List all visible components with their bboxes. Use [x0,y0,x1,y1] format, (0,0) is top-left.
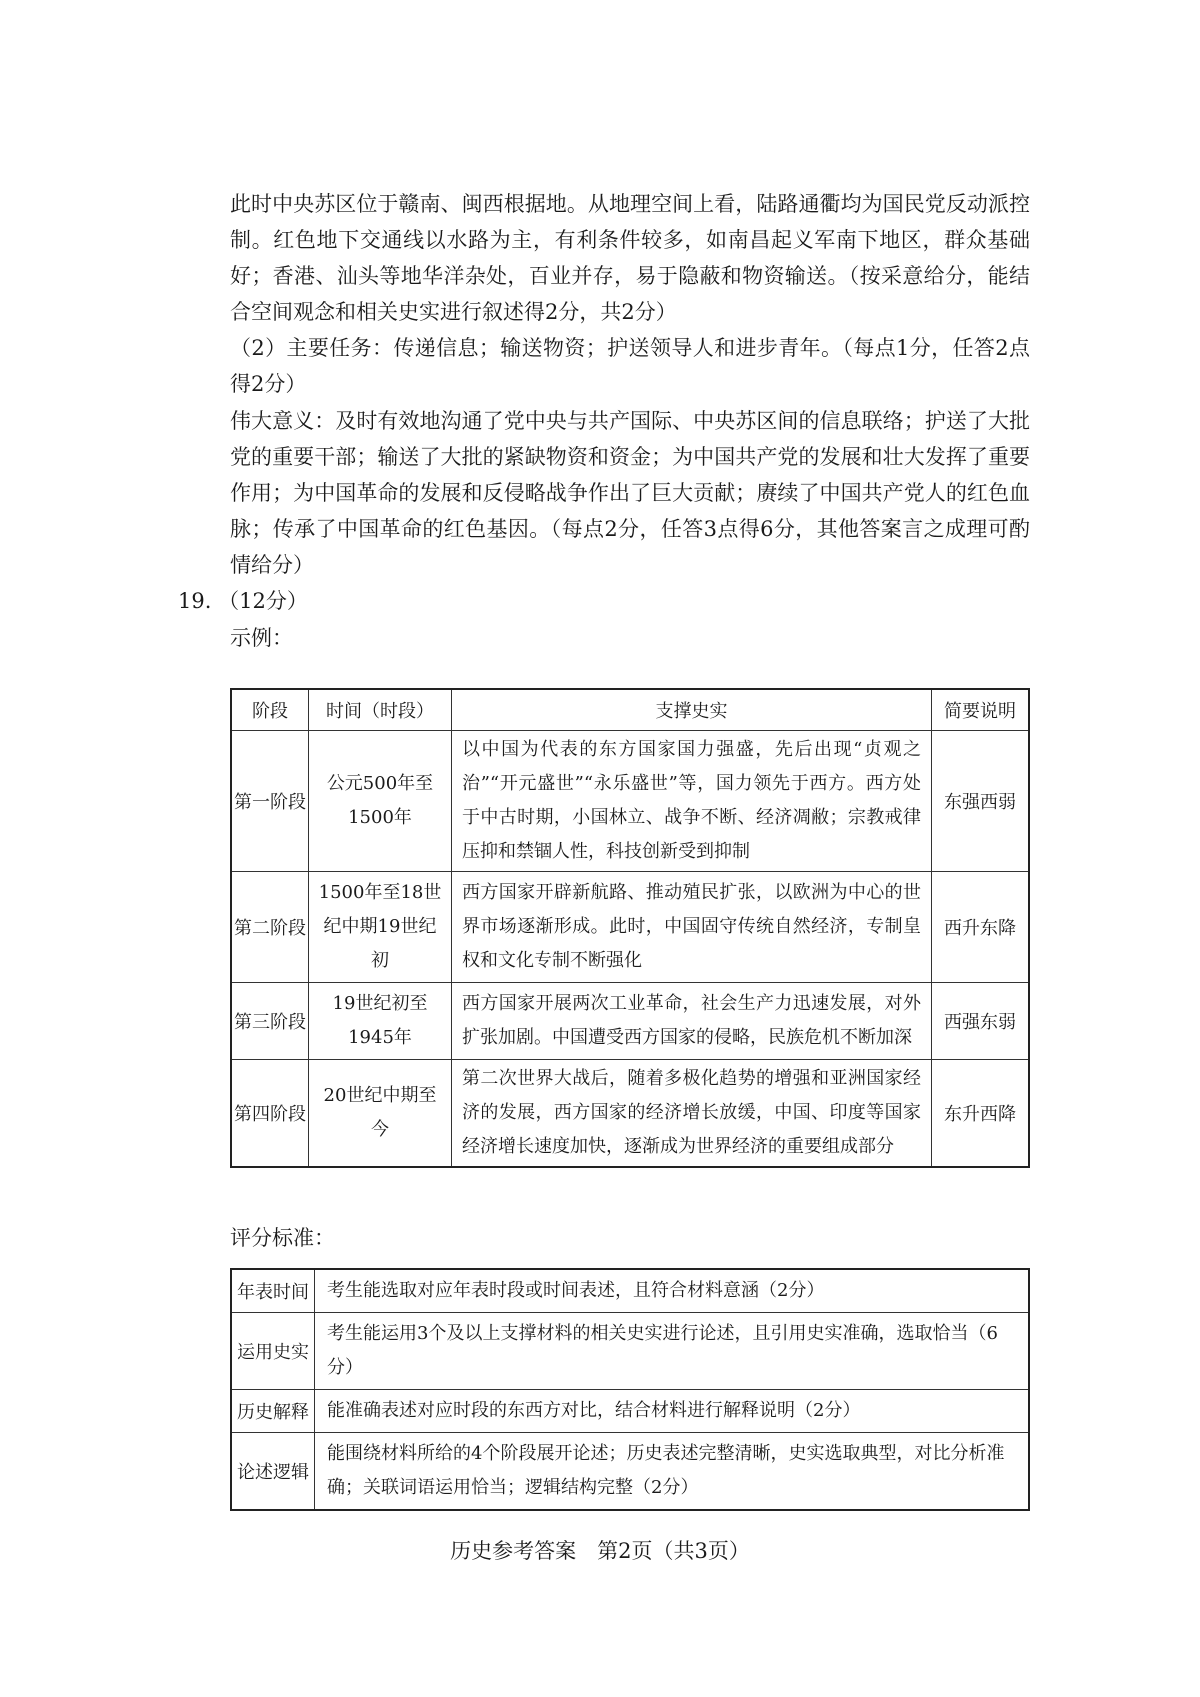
criteria-description: 能准确表述对应时段的东西方对比，结合材料进行解释说明（2分） [315,1390,1030,1433]
header-time: 时间（时段） [309,689,452,731]
stage-cell: 第四阶段 [231,1060,309,1168]
table-row [231,1313,1029,1390]
criteria-category: 论述逻辑 [231,1433,315,1511]
table-row [231,1433,1029,1511]
fact-cell: 以中国为代表的东方国家国力强盛，先后出现“贞观之治”“开元盛世”“永乐盛世”等，国力领先于西方。西方处于中古时期，小国林立、战争不断、经济凋敝；宗教戒律压抑和禁锢人性，科技创新受到抑制 [452,731,932,872]
stage-cell: 第二阶段 [231,872,309,983]
answer-paragraph-significance: 伟大意义：及时有效地沟通了党中央与共产国际、中央苏区间的信息联络；护送了大批党的重要干部；输送了大批的紧缺物资和资金；为中国共产党的发展和壮大发挥了重要作用；为中国革命的发展和反侵略战争作出了巨大贡献；赓续了中国共产党人的红色血脉；传承了中国革命的红色基因。（每点2分，任答3点得6分，其他答案言之成理可酌情给分） [230,409,1030,577]
stage-cell: 第三阶段 [231,983,309,1060]
answer-paragraph-geography: 此时中央苏区位于赣南、闽西根据地。从地理空间上看，陆路通衢均为国民党反动派控制。红色地下交通线以水路为主，有利条件较多，如南昌起义军南下地区，群众基础好；香港、汕头等地华洋杂处，百业并存，易于隐蔽和物资输送。（按采意给分，能结合空间观念和相关史实进行叙述得2分，共2分） [230,192,1030,324]
stage-cell: 第一阶段 [231,731,309,872]
fact-cell: 西方国家开辟新航路、推动殖民扩张，以欧洲为中心的世界市场逐渐形成。此时，中国固守传统自然经济，专制皇权和文化专制不断强化 [452,872,932,983]
example-label: 示例： [230,626,293,650]
fact-cell: 第二次世界大战后，随着多极化趋势的增强和亚洲国家经济的发展，西方国家的经济增长放缓，中国、印度等国家经济增长速度加快，逐渐成为世界经济的重要组成部分 [452,1060,932,1168]
header-note: 简要说明 [932,689,1030,731]
header-fact: 支撑史实 [452,689,932,731]
table-row [231,983,1029,1060]
example-table [230,688,1030,1168]
table-row [231,1390,1029,1433]
criteria-description: 考生能运用3个及以上支撑材料的相关史实进行论述，且引用史实准确，选取恰当（6分） [315,1313,1030,1390]
table-row [231,731,1029,872]
example-table-header-row [231,689,1029,731]
time-cell: 19世纪初至1945年 [309,983,452,1060]
answer-paragraph-main-tasks: （2）主要任务：传递信息；输送物资；护送领导人和进步青年。（每点1分，任答2点得2分） [230,336,1030,396]
criteria-category: 历史解释 [231,1390,315,1433]
table-row [231,1269,1029,1313]
table-row [231,1060,1029,1168]
note-cell: 东升西降 [932,1060,1030,1168]
time-cell: 20世纪中期至今 [309,1060,452,1168]
question-score: （12分） [218,589,308,613]
scoring-criteria-table [230,1268,1030,1511]
page-footer: 历史参考答案 第2页（共3页） [450,1539,750,1563]
criteria-label: 评分标准： [230,1226,335,1250]
time-cell: 公元500年至1500年 [309,731,452,872]
criteria-category: 运用史实 [231,1313,315,1390]
note-cell: 西升东降 [932,872,1030,983]
criteria-category: 年表时间 [231,1269,315,1313]
header-stage: 阶段 [231,689,309,731]
table-row [231,872,1029,983]
fact-cell: 西方国家开展两次工业革命，社会生产力迅速发展，对外扩张加剧。中国遭受西方国家的侵略，民族危机不断加深 [452,983,932,1060]
note-cell: 西强东弱 [932,983,1030,1060]
question-number [178,583,308,619]
time-cell: 1500年至18世纪中期19世纪初 [309,872,452,983]
question-number-text: 19. [178,589,212,613]
note-cell: 东强西弱 [932,731,1030,872]
criteria-description: 考生能选取对应年表时段或时间表述，且符合材料意涵（2分） [315,1269,1030,1313]
criteria-description: 能围绕材料所给的4个阶段展开论述；历史表述完整清晰，史实选取典型，对比分析准确；关联词语运用恰当；逻辑结构完整（2分） [315,1433,1030,1511]
